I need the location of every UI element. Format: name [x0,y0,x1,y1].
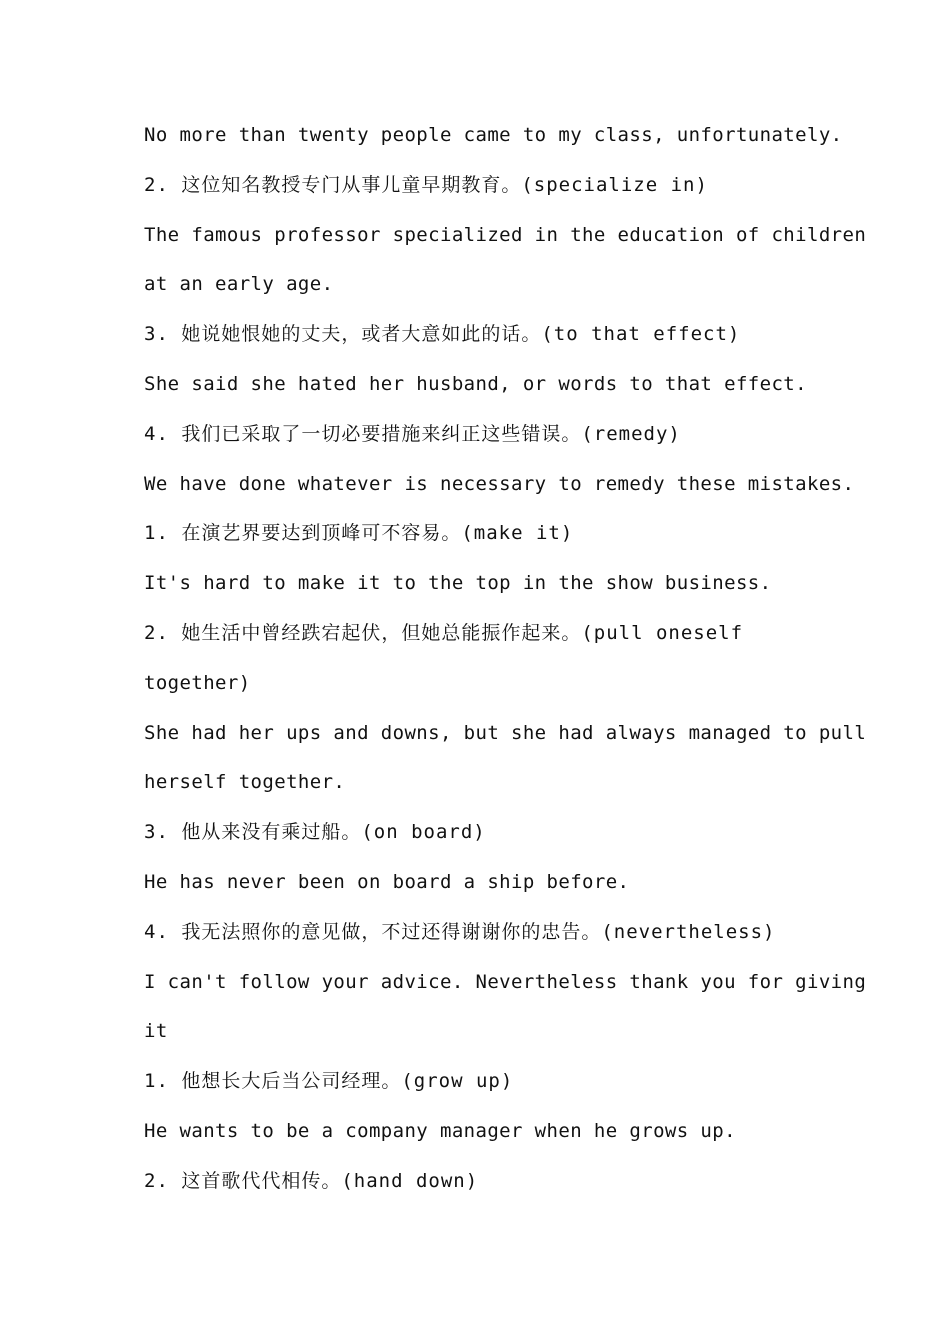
text-line: He has never been on board a ship before. [144,870,630,893]
text-line: No more than twenty people came to my class, unfortunately. [144,124,843,146]
text-line: She had her ups and downs, but she had always managed to pull [144,721,867,744]
document-body [144,111,867,1207]
exercise-prompt: 4. 我无法照你的意见做，不过还得谢谢你的忠告。(nevertheless) [144,920,776,943]
exercise-prompt: 1. 在演艺界要达到顶峰可不容易。(make it) [144,522,574,545]
exercise-prompt: 2. 她生活中曾经跌宕起伏，但她总能振作起来。(pull oneself [144,621,744,644]
text-line: We have done whatever is necessary to remedy these mistakes. [144,472,855,495]
exercise-prompt: 4. 我们已采取了一切必要措施来纠正这些错误。(remedy) [144,422,681,445]
text-line: It's hard to make it to the top in the show business. [144,572,772,595]
text-line: I can't follow your advice. Nevertheless thank you for giving [144,970,867,993]
text-line: She said she hated her husband, or words to that effect. [144,372,807,395]
exercise-prompt: 3. 她说她恨她的丈夫，或者大意如此的话。(to that effect) [144,323,741,346]
exercise-prompt: 3. 他从来没有乘过船。(on board) [144,821,486,844]
exercise-prompt: 1. 他想长大后当公司经理。(grow up) [144,1070,514,1093]
text-line: it [144,1020,168,1043]
text-line: together) [144,671,251,694]
text-line: at an early age. [144,273,334,296]
exercise-prompt: 2. 这首歌代代相传。(hand down) [144,1169,479,1192]
text-line: The famous professor specialized in the education of children [144,223,867,246]
text-line: herself together. [144,771,346,794]
exercise-prompt: 2. 这位知名教授专门从事儿童早期教育。(specialize in) [144,173,708,196]
text-line: He wants to be a company manager when he grows up. [144,1119,736,1142]
